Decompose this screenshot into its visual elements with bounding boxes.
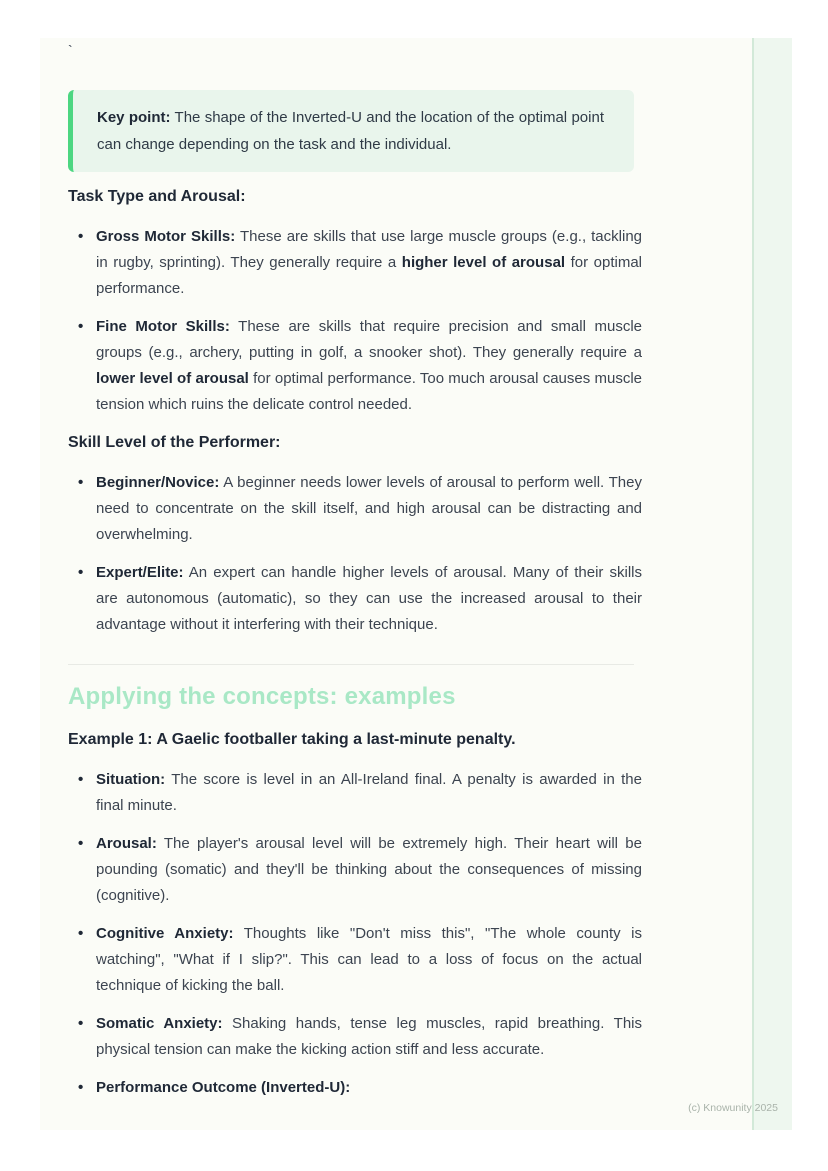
- list-item-bold-text: lower level of arousal: [96, 370, 249, 387]
- list-item: [68, 224, 642, 302]
- list-item-text: The score is level in an All-Ireland final. A penalty is awarded in the final minute.: [96, 771, 642, 814]
- skill-level-bullet-list: [68, 470, 642, 638]
- key-point-text: Key point: The shape of the Inverted-U and the location of the optimal point can change depending on the task and the individual.: [97, 109, 604, 153]
- list-item-bold-text: Arousal:: [96, 835, 157, 852]
- stray-backtick-mark: `: [68, 42, 73, 58]
- heading-example-1: Example 1: A Gaelic footballer taking a last-minute penalty.: [68, 731, 516, 748]
- task-type-bullet-list: [68, 224, 642, 418]
- list-item: [68, 767, 642, 819]
- list-item: [68, 314, 642, 418]
- key-point-callout: [68, 90, 634, 172]
- list-item-text: Thoughts like "Don't miss this", "The whole county is watching", "What if I slip?". This can lead to a loss of focus on the actual technique of kicking the ball.: [96, 925, 642, 994]
- list-item: [68, 1075, 642, 1101]
- heading-applying-the-concepts: Applying the concepts: examples: [68, 683, 456, 710]
- copyright-credit: (c) Knowunity 2025: [688, 1102, 778, 1114]
- list-item-text: A beginner needs lower levels of arousal to perform well. They need to concentrate on the skill itself, and high arousal can be distracting and overwhelming.: [96, 474, 642, 543]
- list-item-text: for optimal performance. Too much arousal causes muscle tension which ruins the delicate control needed.: [96, 370, 642, 413]
- key-point-label: Key point:: [97, 109, 171, 126]
- list-item-bold-text: Somatic Anxiety:: [96, 1015, 223, 1032]
- list-item-bold-text: Cognitive Anxiety:: [96, 925, 234, 942]
- list-item-bold-text: Situation:: [96, 771, 166, 788]
- heading-task-type-and-arousal: Task Type and Arousal:: [68, 188, 246, 205]
- heading-skill-level: Skill Level of the Performer:: [68, 434, 281, 451]
- list-item-text: These are skills that require precision and small muscle groups (e.g., archery, putting in golf, a snooker shot). They generally require a: [96, 318, 643, 361]
- list-item-bold-text: higher level of arousal: [401, 254, 566, 271]
- list-item-bold-text: Gross Motor Skills:: [96, 228, 236, 245]
- section-divider: [68, 664, 634, 665]
- document-page: [40, 38, 792, 1130]
- list-item-bold-text: Beginner/Novice:: [96, 474, 220, 491]
- list-item: [68, 470, 642, 548]
- list-item: [68, 921, 642, 999]
- list-item: [68, 1011, 642, 1063]
- list-item-text: for optimal performance.: [96, 254, 642, 297]
- example-1-bullet-list: [68, 767, 642, 1101]
- list-item-text: Shaking hands, tense leg muscles, rapid breathing. This physical tension can make the kicking action stiff and less accurate.: [96, 1015, 642, 1058]
- list-item-bold-text: Fine Motor Skills:: [96, 318, 230, 335]
- list-item-text: An expert can handle higher levels of arousal. Many of their skills are autonomous (automatic), so they can use the increased arousal to their advantage without it interfering with their technique.: [96, 564, 642, 633]
- list-item: [68, 560, 642, 638]
- page-content: [40, 38, 792, 1101]
- list-item-bold-text: Expert/Elite:: [96, 564, 184, 581]
- list-item-text: The player's arousal level will be extremely high. Their heart will be pounding (somatic) and they'll be thinking about the consequences of missing (cognitive).: [96, 835, 642, 904]
- list-item-bold-text: Performance Outcome (Inverted-U):: [96, 1079, 351, 1096]
- list-item-text: These are skills that use large muscle groups (e.g., tackling in rugby, sprinting). They generally require a: [96, 228, 642, 271]
- list-item: [68, 831, 642, 909]
